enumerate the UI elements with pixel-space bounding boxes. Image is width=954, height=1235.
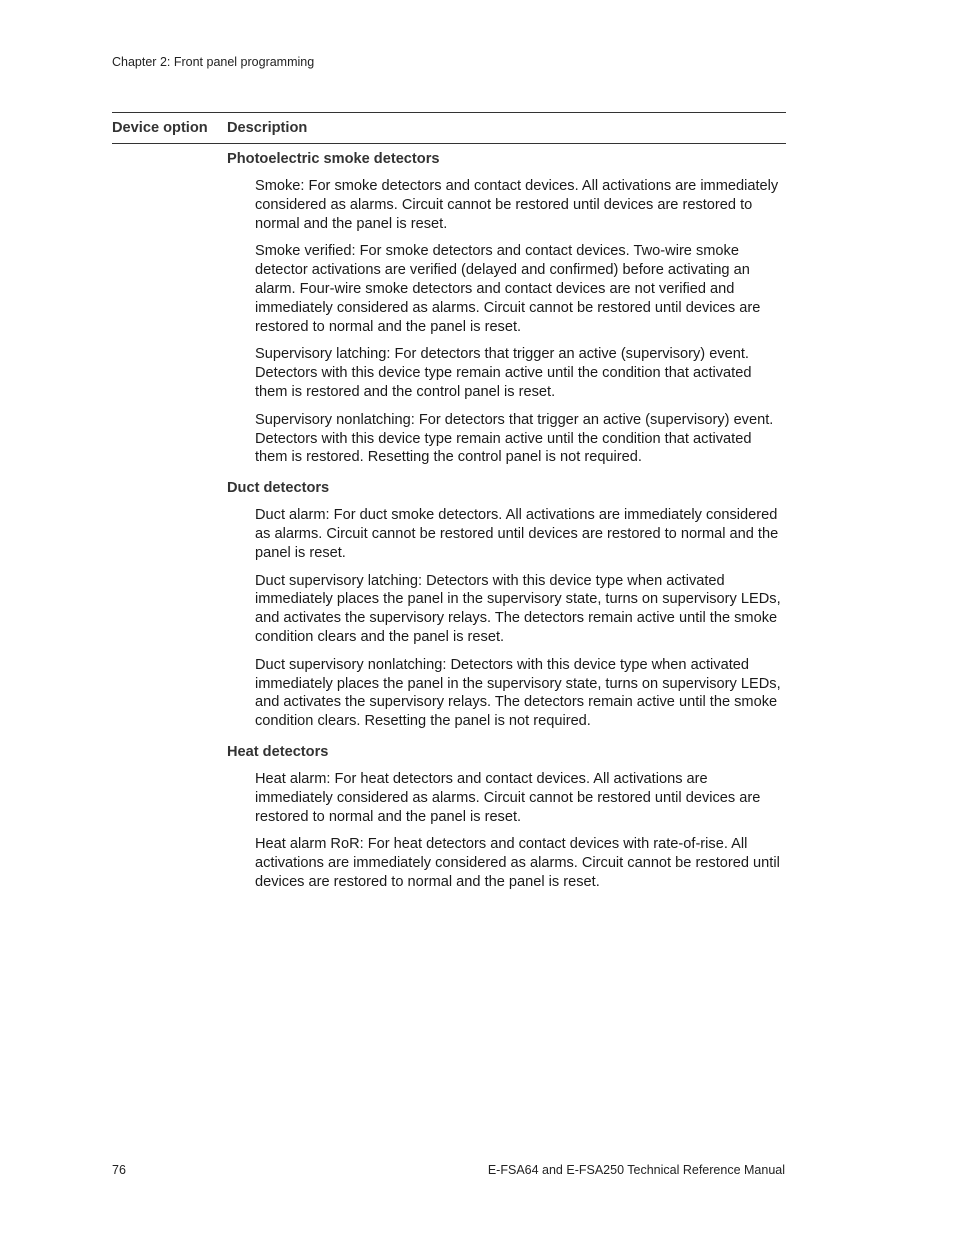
section-heat <box>227 743 786 892</box>
paragraph: Smoke: For smoke detectors and contact devices. All activations are immediately considered as alarms. Circuit cannot be restored until devices are restored to normal and the panel is reset. <box>255 178 779 232</box>
section-title: Heat detectors <box>227 743 329 760</box>
section-title: Photoelectric smoke detectors <box>227 151 440 167</box>
table-header-row <box>112 112 786 144</box>
paragraph: Heat alarm: For heat detectors and contact devices. All activations are immediately considered as alarms. Circuit cannot be restored until devices are restored to normal and the panel is reset. <box>255 770 761 825</box>
paragraph: Supervisory nonlatching: For detectors that trigger an active (supervisory) event. Detectors with this device type remain active until the condition that activated them is restored. Resetting the control panel is not required. <box>255 411 774 466</box>
manual-title: E-FSA64 and E-FSA250 Technical Reference Manual <box>487 1163 785 1177</box>
page-number: 76 <box>112 1163 126 1177</box>
column-header-device-option: Device option <box>112 120 208 136</box>
paragraph: Duct supervisory latching: Detectors with this device type when activated immediately places the panel in the supervisory state, turns on supervisory LEDs, and activates the supervisory relays. The detectors remain active until the smoke condition clears and the panel is reset. <box>255 572 781 645</box>
paragraph: Duct alarm: For duct smoke detectors. All activations are immediately considered as alarms. Circuit cannot be restored until devices are restored to normal and the panel is reset. <box>255 507 779 561</box>
device-option-table <box>112 112 786 901</box>
paragraph: Heat alarm RoR: For heat detectors and contact devices with rate-of-rise. All activations are immediately considered as alarms. Circuit cannot be restored until devices are restored to normal and the panel is reset. <box>255 836 780 890</box>
section-photoelectric <box>227 150 786 467</box>
paragraph: Duct supervisory nonlatching: Detectors with this device type when activated immediately places the panel in the supervisory state, turns on supervisory LEDs, and activates the supervisory relays. The detectors remain active until the smoke condition clears. Resetting the panel is not required. <box>255 656 781 730</box>
paragraph: Supervisory latching: For detectors that trigger an active (supervisory) event. Detectors with this device type remain active until the condition that activated them is restored and the control panel is reset. <box>255 346 752 400</box>
section-title: Duct detectors <box>227 480 330 497</box>
table-body <box>227 144 786 892</box>
running-header: Chapter 2: Front panel programming <box>112 55 315 69</box>
column-header-description: Description <box>227 120 308 136</box>
section-duct <box>227 479 786 731</box>
paragraph: Smoke verified: For smoke detectors and contact devices. Two-wire smoke detector activations are verified (delayed and confirmed) before activating an alarm. Four-wire smoke detectors and contact devices are not verified and immediately considered as alarms. Circuit cannot be restored until devices are restored to normal and the panel is reset. <box>255 243 761 335</box>
